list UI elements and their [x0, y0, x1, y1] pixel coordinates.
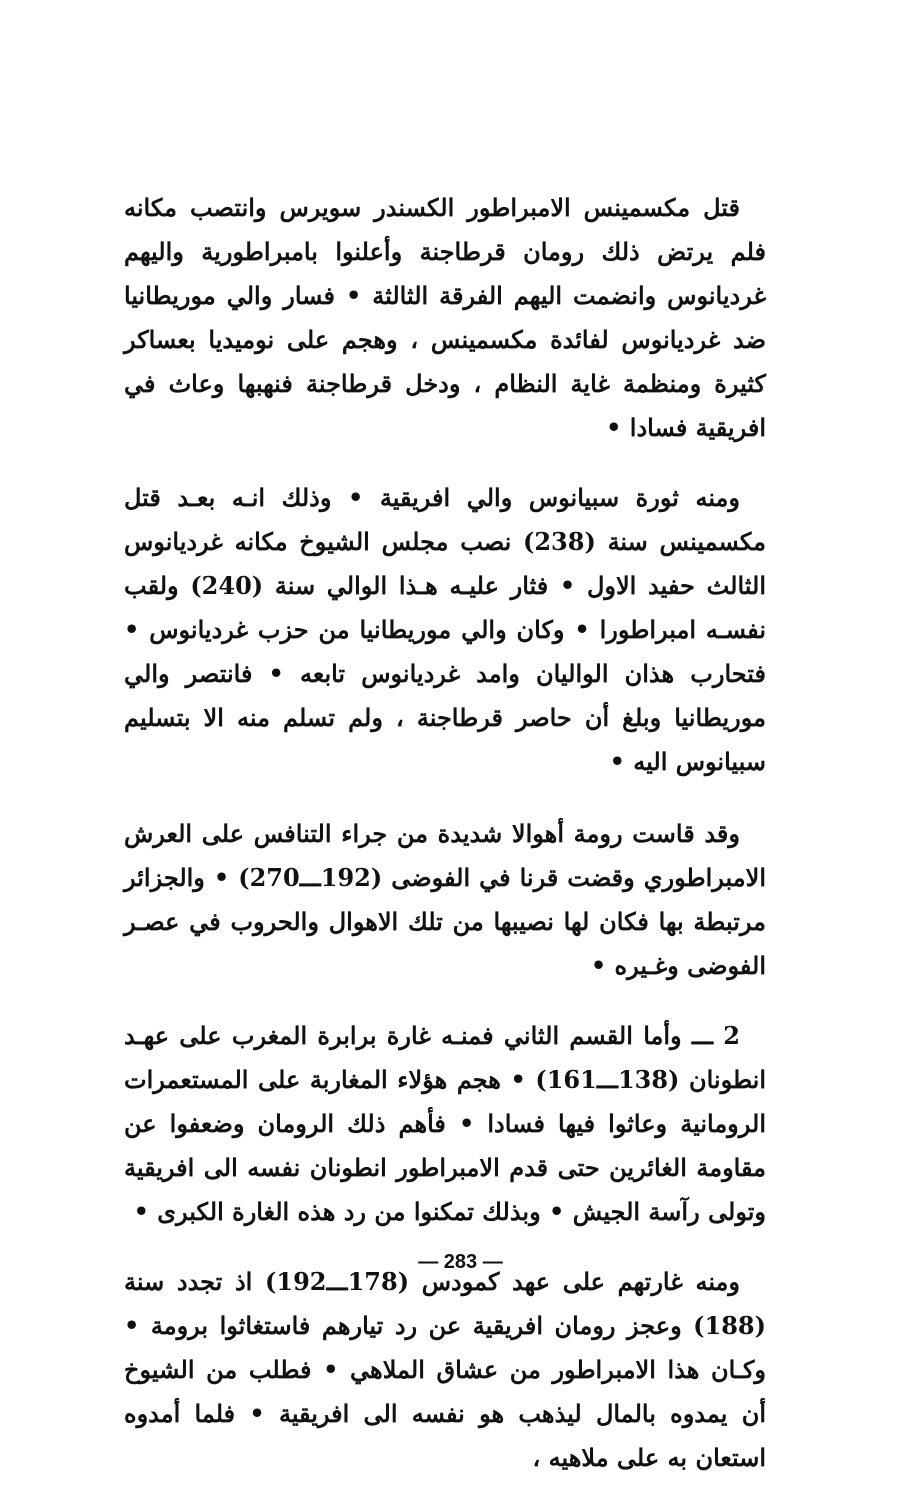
paragraph-2: ومنه ثورة سبيانوس والي افريقية • وذلك انـه بعـد قتل مكسمينس سنة (238) نصب مجلس الشيوخ مكانه غرديانوس الثالث حفيد الاول • فثار عليـه هـذا الوالي سنة (240) ولقب نفسـه امبراطورا • وكان والي موريطانيا من حزب غرديانوس • فتحارب هذان الواليان وامد غرديانوس تابعه • فانتصر والي موريطانيا وبلغ أن حاصر قرطاجنة ، ولم تسلم منه الا بتسليم سبيانوس اليه • — [124, 483, 767, 776]
paragraph-1: قتل مكسمينس الامبراطور الكسندر سويرس وانتصب مكانه فلم يرتض ذلك رومان قرطاجنة وأعلنوا بامبراطورية واليهم غرديانوس وانضمت اليهم الفرقة الثالثة • فسار والي موريطانيا ضد غرديانوس لفائدة مكسمينس ، وهجم على نوميديا بعساكر كثيرة ومنظمة غاية النظام ، ودخل قرطاجنة فنهبها وعاث في افريقية فسادا • — [124, 193, 766, 442]
paragraph-4: 2 ـــ وأما القسم الثاني فمنـه غارة برابرة المغرب على عهـد انطونان (138ـــ161) • هجم هؤلاء المغاربة على المستعمرات الرومانية وعاثوا فيها فسادا • فأهم ذلك الرومان وضعفوا عن مقاومة الغائرين حتى قدم الامبراطور انطونان نفسه الى افريقية وتولى رآسة الجيش • وبذلك تمكنوا من رد هذه الغارة الكبرى • — [124, 1021, 766, 1226]
page-number: — 283 — — [418, 1251, 503, 1273]
main-text — [124, 186, 766, 1506]
paragraph-3: وقد قاست رومة أهوالا شديدة من جراء التنافس على العرش الامبراطوري وقضت قرنا في الفوضى (192ـــ270) • والجزائر مرتبطة بها فكان لها نصيبها من تلك الاهوال والحروب في عصـر الفوضى وغـيره • — [124, 819, 766, 980]
paragraph-5: ومنه غارتهم على عهد كمودس (178ـــ192) اذ تجدد سنة (188) وعجز رومان افريقية عن رد تيارهم فاستغاثوا برومة • وكـان هذا الامبراطور من عشاق الملاهي • فطلب من الشيوخ أن يمدوه بالمال ليذهب هو نفسه الى افريقية • فلما أمدوه استعان به على ملاهيه ، — [124, 1267, 766, 1472]
